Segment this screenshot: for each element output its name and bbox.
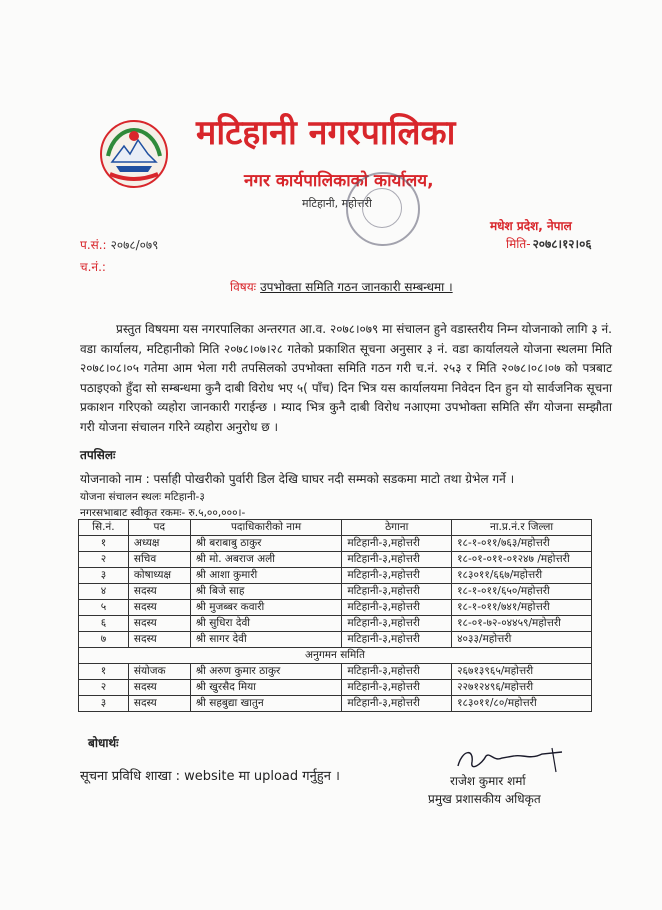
table-row — [79, 552, 592, 568]
table-cell: ७ — [79, 632, 129, 648]
table-cell: श्री सहबुद्या खातुन — [190, 696, 342, 712]
table-row — [79, 536, 592, 552]
column-header: ठेगाना — [342, 520, 452, 536]
table-cell: १८३०११/६६७/महोत्तरी — [452, 568, 592, 584]
table-cell: मटिहानी-३,महोत्तरी — [342, 616, 452, 632]
table-cell: संयोजक — [128, 664, 190, 680]
subject-line — [230, 278, 453, 295]
table-cell: २ — [79, 680, 129, 696]
table-cell: १ — [79, 664, 129, 680]
office-stamp-inner — [362, 188, 402, 228]
dispatch-number-label: च.नं.: — [80, 260, 106, 274]
table-row — [79, 680, 592, 696]
table-cell: श्री अरुण कुमार ठाकुर — [190, 664, 342, 680]
subject-label: विषयः — [230, 280, 257, 294]
table-cell: ४०३३/महोत्तरी — [452, 632, 592, 648]
table-cell: मटिहानी-३,महोत्तरी — [342, 696, 452, 712]
signer-title: प्रमुख प्रशासकीय अधिकृत — [428, 792, 541, 806]
table-row — [79, 600, 592, 616]
subject-text: उपभोक्ता समिति गठन जानकारी सम्बन्धमा । — [260, 280, 453, 294]
table-cell: १८-०१-०११-०१२४७ /महोत्तरी — [452, 552, 592, 568]
body-paragraph — [80, 320, 612, 438]
table-cell: ३ — [79, 568, 129, 584]
table-cell: ५ — [79, 600, 129, 616]
table-cell: सदस्य — [128, 600, 190, 616]
table-cell: मटिहानी-३,महोत्तरी — [342, 584, 452, 600]
table-cell: ३ — [79, 696, 129, 712]
table-cell: मटिहानी-३,महोत्तरी — [342, 568, 452, 584]
table-cell: मटिहानी-३,महोत्तरी — [342, 536, 452, 552]
column-header: पदाधिकारीको नाम — [190, 520, 342, 536]
table-cell: सदस्य — [128, 632, 190, 648]
notice-line: सूचना प्रविधि शाखा : website मा upload गर्नुहुन । — [80, 769, 340, 784]
signature-mark — [452, 744, 572, 774]
plan-amount: नगरसभाबाट स्वीकृत रकमः- रु.५,००,०००।- — [80, 507, 246, 519]
table-row — [79, 584, 592, 600]
reference-label: प.सं.: — [80, 238, 107, 252]
table-cell: १८३०११/८०/महोत्तरी — [452, 696, 592, 712]
table-cell: श्री आशा कुमारी — [190, 568, 342, 584]
reference-value: २०७८/०७९ — [110, 238, 159, 252]
column-header: पद — [128, 520, 190, 536]
table-cell: श्री सागर देवी — [190, 632, 342, 648]
nepal-emblem-icon — [98, 118, 170, 190]
plan-site: योजना संचालन स्थलः मटिहानी-३ — [80, 491, 205, 503]
table-cell: १८-१-०११/६५०/महोत्तरी — [452, 584, 592, 600]
table-cell: श्री बिजे साह — [190, 584, 342, 600]
table-row — [79, 616, 592, 632]
table-cell: २६७१३९६५/महोत्तरी — [452, 664, 592, 680]
reference-number — [80, 236, 158, 253]
table-cell: श्री खुरसैद मिया — [190, 680, 342, 696]
table-cell: मटिहानी-३,महोत्तरी — [342, 664, 452, 680]
details-heading: तपसिलः — [80, 448, 116, 462]
table-header-row — [79, 520, 592, 536]
plan-name: योजनाको नाम : पर्साही पोखरीको पुर्वारी डिल देखि घाघर नदी सम्मको सडकमा माटो तथा ग्रेभेल गर्ने । — [80, 472, 515, 486]
province-label: मधेश प्रदेश, नेपाल — [490, 219, 572, 233]
section-row — [79, 648, 592, 664]
table-cell: मटिहानी-३,महोत्तरी — [342, 632, 452, 648]
committee-table — [78, 519, 592, 712]
signer-name: राजेश कुमार शर्मा — [450, 774, 526, 788]
table-cell: मटिहानी-३,महोत्तरी — [342, 680, 452, 696]
copy-to-label: बोधार्थः — [88, 736, 119, 750]
body-paragraph-text: प्रस्तुत विषयमा यस नगरपालिका अन्तरगत आ.व. २०७८।०७९ मा संचालन हुने वडास्तरीय निम्न योजनाको लागि ३ नं. वडा कार्यालय, मटिहानीको मिति २०७८।०७।२८ गतेको प्रकाशित सूचना अनुसार ३ नं. वडा कार्यालयले योजना स्थलमा मिति २०७८।०८।०५ गतेमा आम भेला गरी तपसिलको उपभोक्ता समिति गठन गरी च.नं. २५३ र मिति २०७८।०८।०७ को पत्रबाट पठाइएको हुँदा सो सम्बन्धमा कुनै दाबी विरोध भए ५( पाँच) दिन भित्र यस कार्यालयमा निवेदन दिन हुन यो सार्वजनिक सूचना प्रकाशन गरिएको व्यहोरा जानकारी गराईन्छ । म्याद भित्र कुनै दाबी विरोध नआएमा उपभोक्ता समिति सँग योजना सम्झौता गरी योजना संचालन गरिने व्यहोरा अनुरोध छ । — [80, 322, 612, 434]
table-cell: सदस्य — [128, 584, 190, 600]
table-cell: ६ — [79, 616, 129, 632]
table-cell: श्री बराबाबु ठाकुर — [190, 536, 342, 552]
table-cell: १८-०१-७२-०४४५९/महोत्तरी — [452, 616, 592, 632]
table-cell: मटिहानी-३,महोत्तरी — [342, 552, 452, 568]
table-cell: श्री सुधिरा देवी — [190, 616, 342, 632]
table-row — [79, 664, 592, 680]
table-cell: सचिव — [128, 552, 190, 568]
office-name: नगर कार्यपालिकाको कार्यालय, — [244, 171, 434, 191]
municipality-title: मटिहानी नगरपालिका — [196, 113, 456, 153]
table-cell: सदस्य — [128, 680, 190, 696]
table-row — [79, 632, 592, 648]
table-cell: १ — [79, 536, 129, 552]
table-cell: श्री मो. अबराज अली — [190, 552, 342, 568]
table-cell: मटिहानी-३,महोत्तरी — [342, 600, 452, 616]
table-cell: २२७१२४९६/महोत्तरी — [452, 680, 592, 696]
table-cell: श्री मुजब्बर कवारी — [190, 600, 342, 616]
table-cell: सदस्य — [128, 616, 190, 632]
date-label: मिति- — [506, 237, 531, 251]
table-cell: २ — [79, 552, 129, 568]
letter-date — [506, 235, 592, 252]
table-cell: ४ — [79, 584, 129, 600]
column-header: ना.प्र.नं.र जिल्ला — [452, 520, 592, 536]
column-header: सि.नं. — [79, 520, 129, 536]
table-cell: १८-१-०११/७४१/महोत्तरी — [452, 600, 592, 616]
table-row — [79, 568, 592, 584]
table-cell: १८-१-०११/७६३/महोत्तरी — [452, 536, 592, 552]
table-cell: कोषाध्यक्ष — [128, 568, 190, 584]
table-row — [79, 696, 592, 712]
office-address: मटिहानी, महोत्तरी — [302, 197, 372, 210]
section-title: अनुगमन समिति — [79, 648, 592, 664]
table-cell: सदस्य — [128, 696, 190, 712]
table-cell: अध्यक्ष — [128, 536, 190, 552]
date-value: २०७८।१२।०६ — [532, 237, 592, 251]
